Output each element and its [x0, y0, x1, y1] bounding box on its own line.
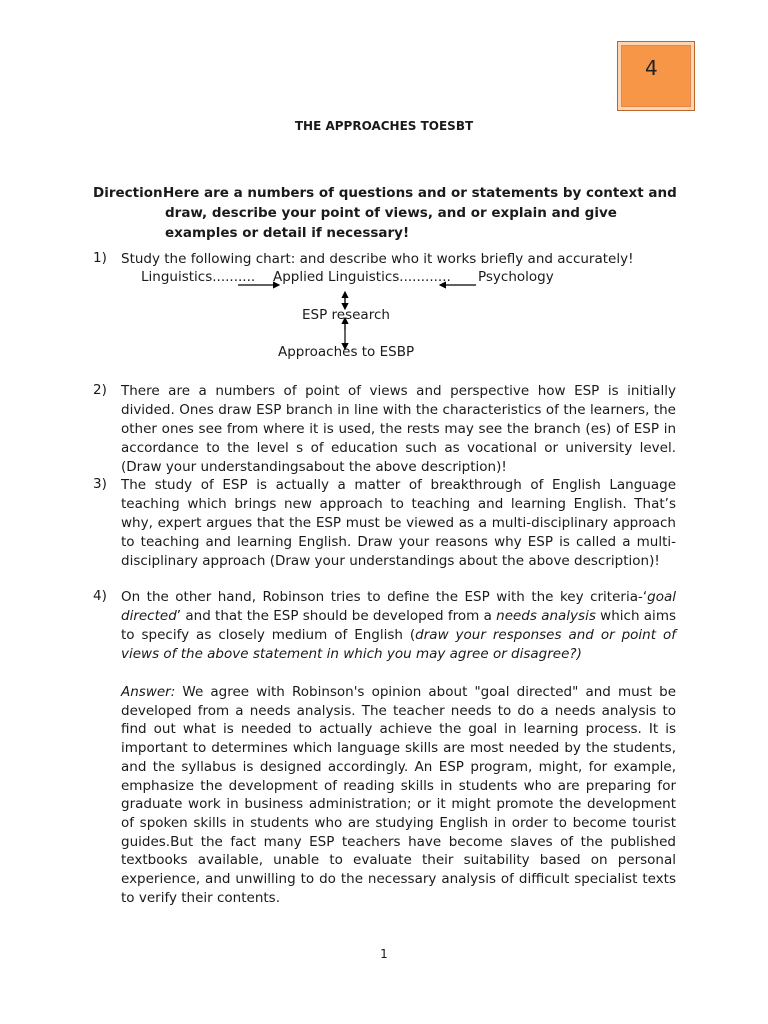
badge-number: 4: [645, 56, 658, 80]
chart-applied-linguistics: Applied Linguistics............: [273, 269, 451, 285]
direction-label: Direction:: [93, 185, 169, 201]
answer-label: Answer:: [121, 684, 176, 700]
question-4-text: [121, 588, 676, 664]
page-title: THE APPROACHES TOESBT: [294, 119, 474, 133]
q4-text-e: which aims to specify as closely medium of English (: [121, 608, 676, 643]
question-4-number: 4): [93, 588, 107, 604]
chart-esp-research: ESP research: [302, 307, 390, 323]
q4-goal-directed: goal directed: [121, 589, 676, 624]
question-2-number: 2): [93, 382, 107, 398]
chart-linguistics: Linguistics..........: [141, 269, 256, 285]
question-3-number: 3): [93, 476, 107, 492]
chart-approaches: Approaches to ESBP: [278, 344, 415, 360]
question-1-text: Study the following chart: and describe who it works briefly and accurately!: [121, 251, 634, 267]
q4-text-c: ’ and that the ESP should be developed from a: [176, 608, 497, 624]
q4-text-a: On the other hand, Robinson tries to define the ESP with the key criteria-‘: [121, 589, 648, 605]
answer-paragraph: [121, 683, 676, 907]
question-3-text: The study of ESP is actually a matter of breakthrough of English Language teaching which brings new approach to teaching and learning English. That’s why, expert argues that the ESP must be viewed as a multi-disciplinary approach to teaching and learning English. Draw your reasons why ESP is called a multi-disciplinary approach (Draw your understandings about the above description)!: [121, 477, 676, 569]
footer-page-number: 1: [380, 947, 388, 961]
answer-text: We agree with Robinson's opinion about "goal directed" and must be developed from a needs analysis. The teacher needs to do a needs analysis to find out what is needed to actually achieve the goal in learning process. It is important to determines which language skills are most needed by the students, and the syllabus is designed accordingly. An ESP program, might, for example, emphasize the development of reading skills in students who are preparing for graduate work in business administration; or it might promote the development of spoken skills in students who are studying English in order to become tourist guides.But the fact many ESP teachers have become slaves of the published textbooks available, unable to evaluate their suitability based on personal experience, and unwilling to do the necessary analysis of difficult specialist texts to verify their contents.: [121, 684, 676, 906]
chart-psychology: Psychology: [478, 269, 554, 285]
question-1-number: 1): [93, 250, 107, 266]
q4-text-f: draw your responses and or point of views of the above statement in which you may agree or disagree?): [121, 627, 676, 662]
q4-needs-analysis: needs analysis: [496, 608, 596, 624]
direction-text: Here are a numbers of questions and or statements by context and draw, describe your point of views, and or explain and give examples or detail if necessary!: [163, 185, 677, 241]
question-2-text: There are a numbers of point of views and perspective how ESP is initially divided. Ones draw ESP branch in line with the characteristics of the learners, the other ones see from where it is used, the rests may see the branch (es) of ESP in accordance to the level s of education such as vocational or university level. (Draw your understandingsabout the above description)!: [121, 383, 676, 475]
